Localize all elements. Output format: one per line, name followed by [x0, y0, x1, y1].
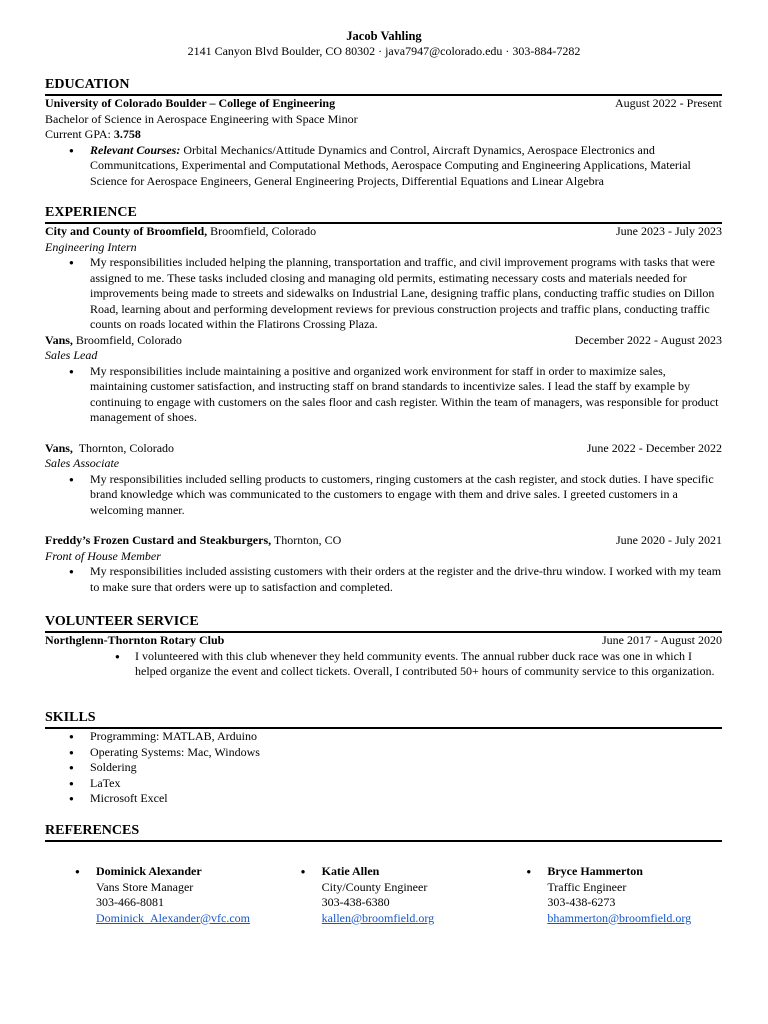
volunteer-org: Northglenn-Thornton Rotary Club [45, 633, 225, 647]
job-location: Thornton, Colorado [72, 440, 175, 455]
reference-phone: 303-466-8081 [96, 895, 164, 909]
skills-heading: SKILLS [45, 710, 722, 729]
references-list [45, 864, 722, 926]
job-org: City and County of Broomfield, [45, 224, 208, 238]
references-section [45, 823, 722, 926]
list-item: ● My responsibilities included helping the planning, transportation and traffic, and civil improvement programs with tasks that were assigned to me. These tasks included closing and managing old permits, estimating necessary costs and materials needed for improvements being made to streets and sidewalks on Industrial Lane, designing traffic plans, conducting traffic studies on Dillon Road, learning about and performing development reviews for previous construction projects and traffic plans, conducting traffic counts on roads located within the Flatirons Crossing Plaza. [45, 255, 722, 333]
gpa-line [45, 127, 722, 143]
list-item [45, 143, 722, 190]
experience-section [45, 205, 722, 595]
list-item: ● My responsibilities included assisting customers with their orders at the register and the drive-thru window. I worked with my team to make sure that orders were up to satisfaction and completed. [45, 564, 722, 595]
job-dates: December 2022 - August 2023 [574, 332, 722, 347]
volunteer-dates: June 2017 - August 2020 [602, 633, 722, 647]
courses-list [45, 143, 722, 190]
experience-heading: EXPERIENCE [45, 205, 722, 224]
reference-phone: 303-438-6380 [321, 895, 390, 909]
reference-role: City/County Engineer [321, 879, 428, 894]
list-item: ● Programming: MATLAB, Arduino [45, 729, 722, 745]
list-item: ● My responsibilities include maintaining a positive and organized work environment for staff in order to maximize sales, maintaining customer satisfaction, and instructing staff on brand standards to incentivize sales. I lead the staff by example by continuing to engage with customers on the sales floor and cash register. Within the team of managers, was responsible for product management of shoes. [45, 364, 722, 426]
volunteer-heading: VOLUNTEER SERVICE [45, 614, 722, 633]
applicant-name: Jacob Vahling [346, 29, 422, 43]
reference-email-link[interactable]: kallen@broomfield.org [321, 910, 435, 925]
job-org: Vans, [45, 332, 73, 347]
volunteer-header-row [45, 633, 722, 649]
reference-name: ● Katie Allen [321, 864, 380, 878]
job-header-row [45, 533, 722, 549]
reference-name: ● Dominick Alexander [96, 864, 202, 878]
job-dates: June 2023 - July 2023 [616, 224, 722, 238]
reference-card [45, 864, 271, 926]
reference-email-link[interactable]: bhammerton@broomfield.org [547, 910, 692, 925]
education-school-row [45, 96, 722, 112]
reference-name: ● Bryce Hammerton [547, 864, 643, 878]
job-title: Sales Lead [45, 348, 98, 362]
job-title: Sales Associate [45, 456, 120, 470]
job-header-row [45, 224, 722, 240]
reference-card [496, 864, 722, 926]
job-header-row [45, 333, 722, 349]
education-section [45, 77, 722, 189]
job-org: Vans, [45, 440, 73, 455]
list-item: ● Operating Systems: Mac, Windows [45, 745, 722, 761]
volunteer-section [45, 614, 722, 680]
references-heading: REFERENCES [45, 823, 722, 842]
list-item: ● Microsoft Excel [45, 791, 722, 807]
job-entry [45, 333, 722, 426]
education-heading: EDUCATION [45, 77, 722, 96]
job-dates: June 2022 - December 2022 [586, 440, 722, 455]
skills-section [45, 710, 722, 807]
list-item: ● LaTex [45, 776, 722, 792]
education-dates: August 2022 - Present [615, 96, 722, 110]
resume-header [0, 29, 768, 59]
job-title: Engineering Intern [45, 239, 137, 254]
gpa-value: 3.758 [113, 127, 141, 141]
job-entry [45, 533, 722, 595]
job-entry [45, 224, 722, 333]
degree: Bachelor of Science in Aerospace Engineering with Space Minor [45, 111, 358, 126]
courses-text: Orbital Mechanics/Attitude Dynamics and Control, Aircraft Dynamics, Aerospace Electronics and Communitcations, Experimental and Computational Methods, Aerospace Computing and Engineering Applications, Material Science for Aerospace Engineers, General Engineering Projects, Differential Equations and Linear Algebra [90, 142, 691, 188]
job-title: Front of House Member [45, 548, 161, 563]
reference-role: Traffic Engineer [547, 879, 627, 894]
contact-line: 2141 Canyon Blvd Boulder, CO 80302 · java7947@colorado.edu · 303-884-7282 [187, 44, 581, 58]
gpa-label: Current GPA: [45, 127, 114, 141]
school-name: University of Colorado Boulder – College of Engineering [45, 96, 336, 110]
job-header-row [45, 441, 722, 457]
courses-label: Relevant Courses: [90, 142, 181, 157]
reference-email-link[interactable]: Dominick_Alexander@vfc.com [96, 910, 251, 925]
job-location: Thornton, CO [271, 533, 342, 547]
job-entry [45, 441, 722, 519]
reference-role: Vans Store Manager [96, 879, 194, 894]
list-item: ● I volunteered with this club whenever they held community events. The annual rubber duck race was one in which I helped organize the event and collect tickets. Overall, I contributed 50+ hours of community service to this organization. [45, 649, 722, 680]
reference-phone: 303-438-6273 [547, 895, 616, 909]
list-item: ● My responsibilities included selling products to customers, ringing customers at the cash register, and stock duties. I have specific brand knowledge which was communicated to the customers to engage with them and drive sales. I greeted customers in a welcoming manner. [45, 472, 722, 519]
job-location: Broomfield, Colorado [207, 224, 317, 238]
list-item: ● Soldering [45, 760, 722, 776]
job-org: Freddy’s Frozen Custard and Steakburgers, [45, 533, 272, 547]
job-location: Broomfield, Colorado [72, 332, 182, 347]
job-dates: June 2020 - July 2021 [616, 533, 722, 547]
reference-card [271, 864, 497, 926]
skills-list [45, 729, 722, 807]
